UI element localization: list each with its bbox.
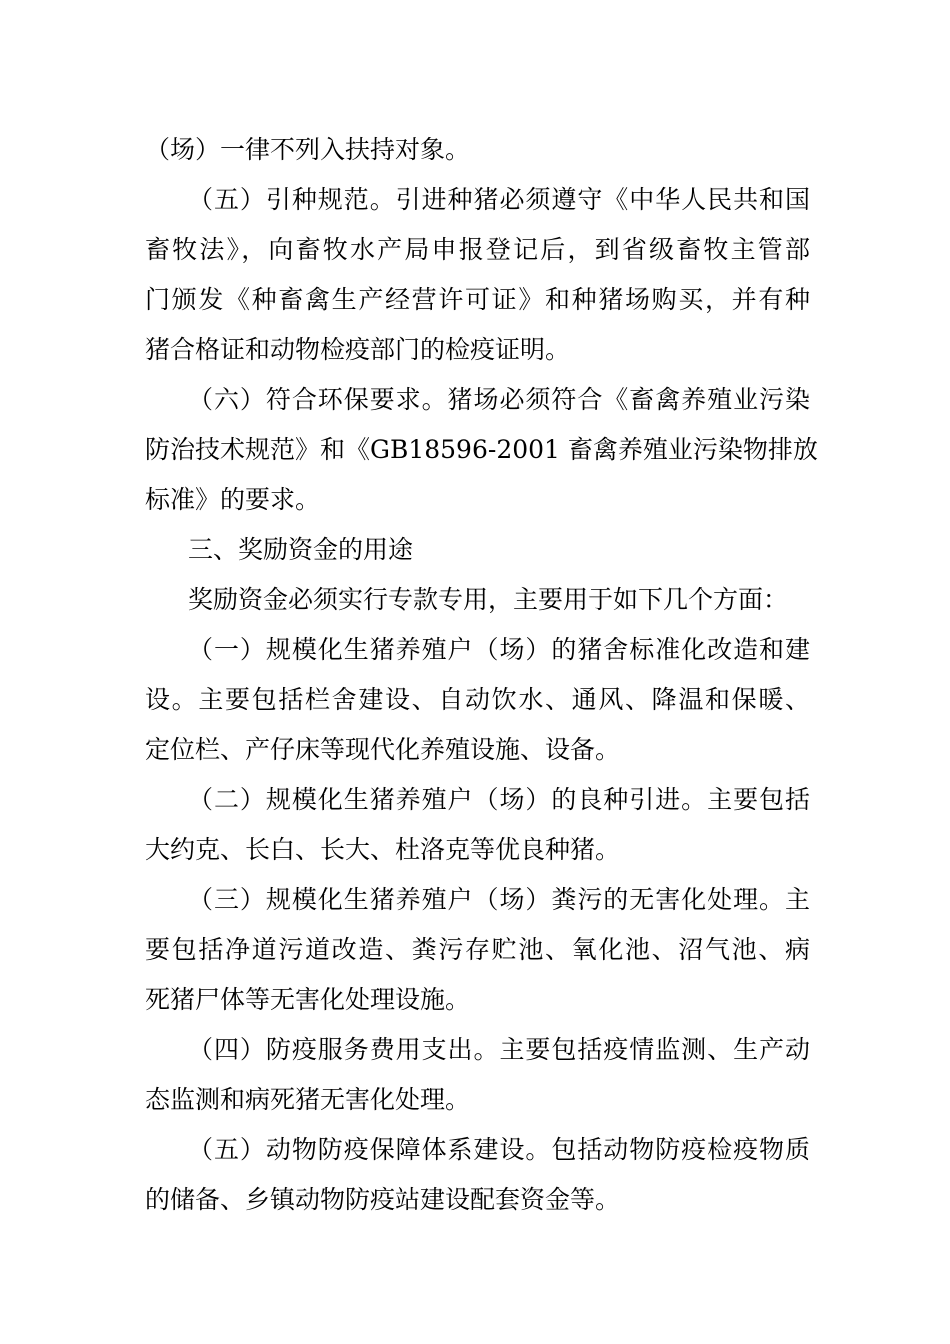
text-line: 大约克、长白、长大、杜洛克等优良种猪。	[145, 835, 621, 864]
text-line: 门颁发《种畜禽生产经营许可证》和种猪场购买，并有种	[145, 285, 810, 314]
text-line: 畜牧法》，向畜牧水产局申报登记后，到省级畜牧主管部	[145, 235, 810, 264]
text-line: （场）一律不列入扶持对象。	[145, 135, 471, 164]
text-line: 猪合格证和动物检疫部门的检疫证明。	[145, 335, 571, 364]
paragraph-line: 奖励资金必须实行专款专用，主要用于如下几个方面：	[188, 585, 789, 614]
text-line: 防治技术规范》和《GB18596-2001 畜禽养殖业污染物排放	[145, 435, 818, 464]
text-line: 要包括净道污道改造、粪污存贮池、氧化池、沼气池、病	[145, 935, 810, 964]
paragraph-line: （五）动物防疫保障体系建设。包括动物防疫检疫物质	[188, 1135, 810, 1164]
text-line: 标准》的要求。	[145, 485, 321, 514]
paragraph-line: （六）符合环保要求。猪场必须符合《畜禽养殖业污染	[188, 385, 810, 414]
section-heading: 三、奖励资金的用途	[188, 535, 414, 564]
paragraph-line: （三）规模化生猪养殖户（场）粪污的无害化处理。主	[188, 885, 810, 914]
paragraph-line: （一）规模化生猪养殖户（场）的猪舍标准化改造和建	[188, 635, 810, 664]
text-line: 态监测和病死猪无害化处理。	[145, 1085, 471, 1114]
text-line: 定位栏、产仔床等现代化养殖设施、设备。	[145, 735, 621, 764]
paragraph-line: （二）规模化生猪养殖户（场）的良种引进。主要包括	[188, 785, 810, 814]
paragraph-line: （五）引种规范。引进种猪必须遵守《中华人民共和国	[188, 185, 810, 214]
paragraph-line: （四）防疫服务费用支出。主要包括疫情监测、生产动	[188, 1035, 810, 1064]
text-line: 的储备、乡镇动物防疫站建设配套资金等。	[145, 1185, 621, 1214]
text-line: 设。主要包括栏舍建设、自动饮水、通风、降温和保暖、	[145, 685, 810, 714]
text-line: 死猪尸体等无害化处理设施。	[145, 985, 471, 1014]
